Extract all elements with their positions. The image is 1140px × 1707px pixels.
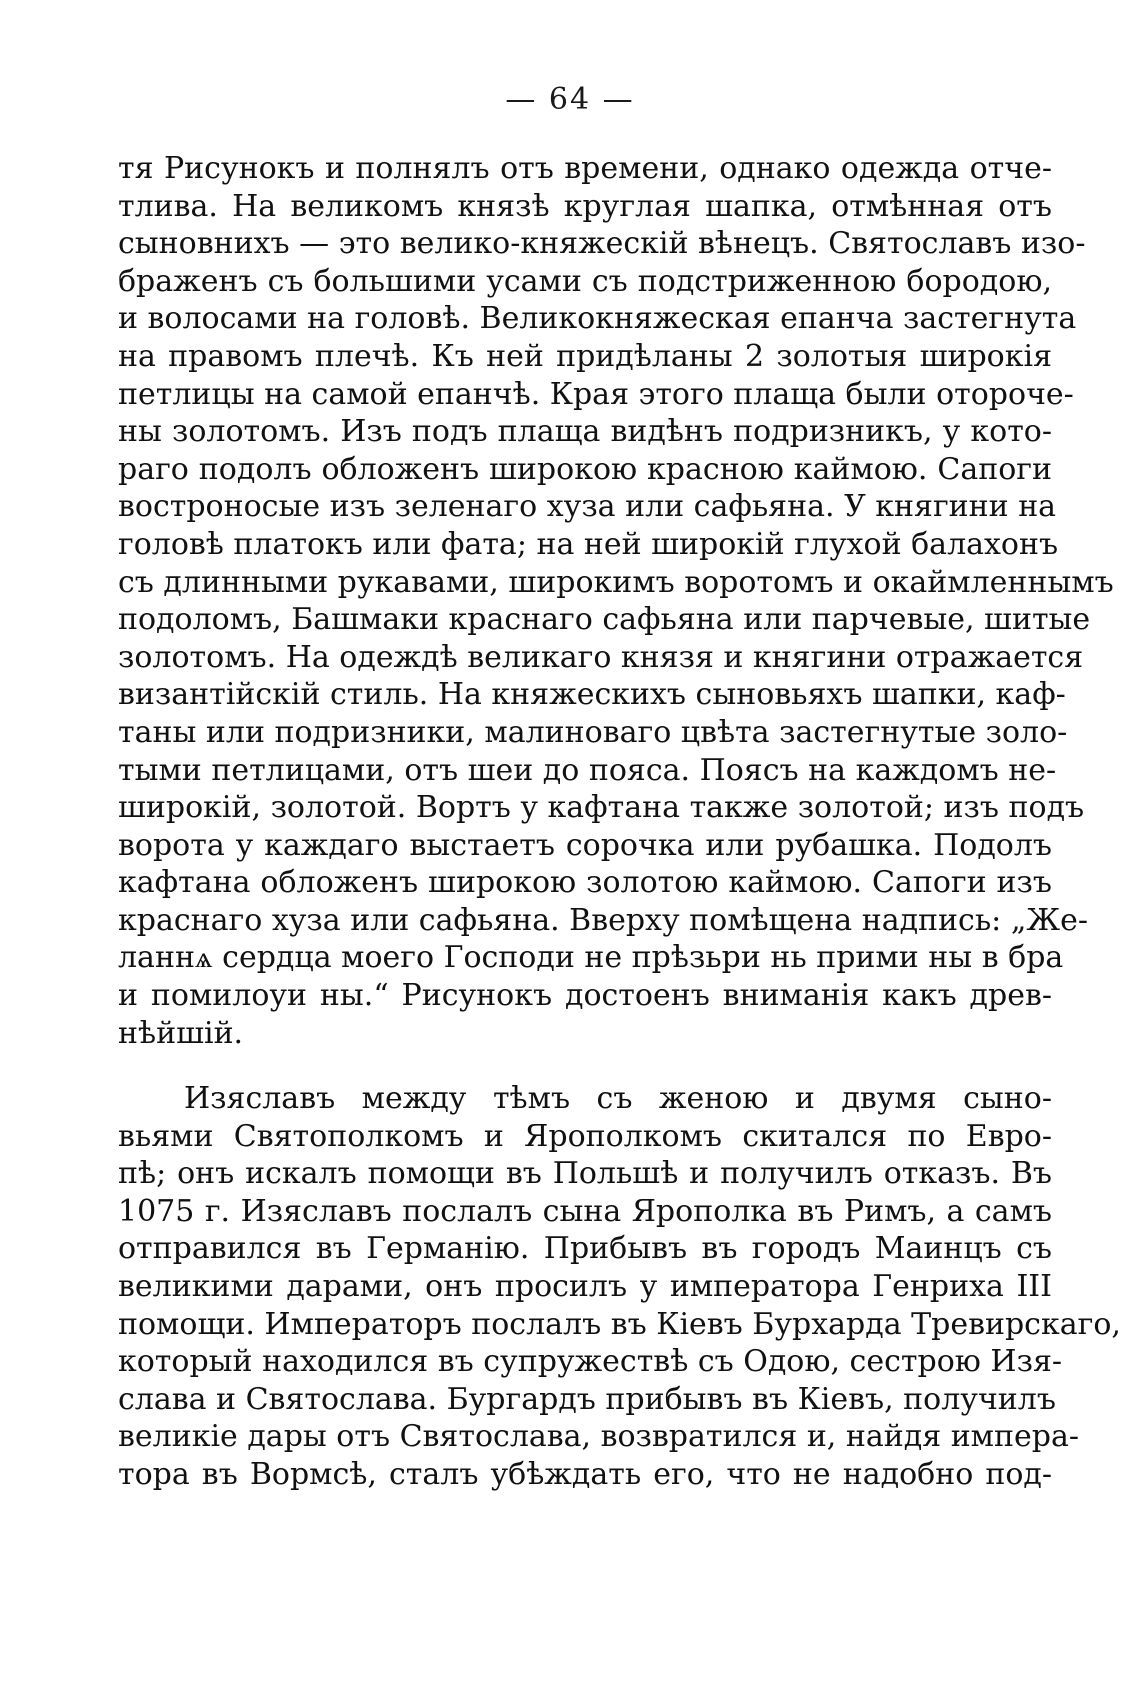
text-line: сыновнихъ — это велико-княжескій вѣнецъ. Святославъ изо- (118, 226, 1086, 262)
text-line: ланнѧ сердца моего Господи не прѣзьри нь прими ны в бра (118, 940, 1064, 976)
text-line: кафтана обложенъ широкою золотою каймою. Сапоги изъ (118, 865, 1052, 901)
text-line: ны золотомъ. Изъ подъ плаща видѣнъ подризникъ, у кото- (118, 414, 1052, 450)
text-line: браженъ съ большими усами съ подстриженною бородою, (118, 263, 1052, 299)
page-number: — 64 — (505, 82, 635, 117)
text-line: Изяславъ между тѣмъ съ женою и двумя сыно- (184, 1081, 1052, 1116)
text-line: петлицы на самой епанчѣ. Края этого плаща были отороче- (118, 376, 1074, 412)
text-line: на правомъ плечѣ. Къ ней придѣланы 2 золотыя широкія (118, 338, 1052, 374)
text-line: нѣйшій. (118, 1015, 244, 1051)
text-line: тя Рисунокъ и полнялъ отъ времени, однако одежда отче- (118, 151, 1052, 186)
text-line: пѣ; онъ искалъ помощи въ Польшѣ и получилъ отказъ. Въ (118, 1156, 1052, 1192)
text-line: золотомъ. На одеждѣ великаго князя и княгини отражается (118, 639, 1084, 675)
text-line: тлива. На великомъ князѣ круглая шапка, отмѣнная отъ (118, 188, 1052, 224)
text-line: византійскій стиль. На княжескихъ сыновьяхъ шапки, каф- (118, 677, 1066, 713)
text-line: краснаго хуза или сафьяна. Вверху помѣщена надпись: „Же- (118, 902, 1088, 938)
text-line: вьями Святополкомъ и Ярополкомъ скитался по Евро- (118, 1118, 1052, 1154)
text-line: и волосами на головѣ. Великокняжеская епанча застегнута (118, 301, 1077, 337)
text-line: тора въ Вормсѣ, сталъ убѣждать его, что не надобно под- (118, 1456, 1052, 1492)
text-line: съ длинными рукавами, широкимъ воротомъ и окаймленнымъ (118, 564, 1114, 600)
text-line: слава и Святослава. Бургардъ прибывъ въ Кіевъ, получилъ (118, 1381, 1056, 1417)
text-line: подоломъ, Башмаки краснаго сафьяна или парчевые, шитые (118, 602, 1091, 638)
text-line: ворота у каждаго выстаетъ сорочка или рубашка. Подолъ (118, 827, 1052, 863)
paragraph-2 (118, 1080, 1121, 1494)
text-line: широкій, золотой. Вортъ у кафтана также золотой; изъ подъ (118, 790, 1085, 826)
text-line: головѣ платокъ или фата; на ней широкій глухой балахонъ (118, 526, 1059, 562)
text-line: великими дарами, онъ просилъ у императора Генриха III (118, 1268, 1052, 1304)
text-line: который находился въ супружествѣ съ Одою, сестрою Изя- (118, 1344, 1063, 1380)
text-line: раго подолъ обложенъ широкою красною каймою. Сапоги (118, 451, 1052, 487)
text-line: и помилоуи ны.“ Рисунокъ достоенъ вниманія какъ древ- (118, 978, 1052, 1014)
text-line: помощи. Императоръ послалъ въ Кіевъ Бурхарда Тревирскаго, (118, 1306, 1121, 1342)
text-line: отправился въ Германію. Прибывъ въ городъ Маинцъ съ (118, 1231, 1052, 1267)
text-line: востроносые изъ зеленаго хуза или сафьяна. У княгини на (118, 489, 1057, 525)
text-line: таны или подризники, малиноваго цвѣта застегнутые золо- (118, 714, 1068, 750)
paragraph-1 (118, 150, 1114, 1052)
text-line: тыми петлицами, отъ шеи до пояса. Поясъ на каждомъ не- (118, 752, 1057, 788)
text-line: великіе дары отъ Святослава, возвратился и, найдя импера- (118, 1419, 1079, 1455)
text-line: 1075 г. Изяславъ послалъ сына Ярополка въ Римъ, а самъ (118, 1193, 1052, 1229)
